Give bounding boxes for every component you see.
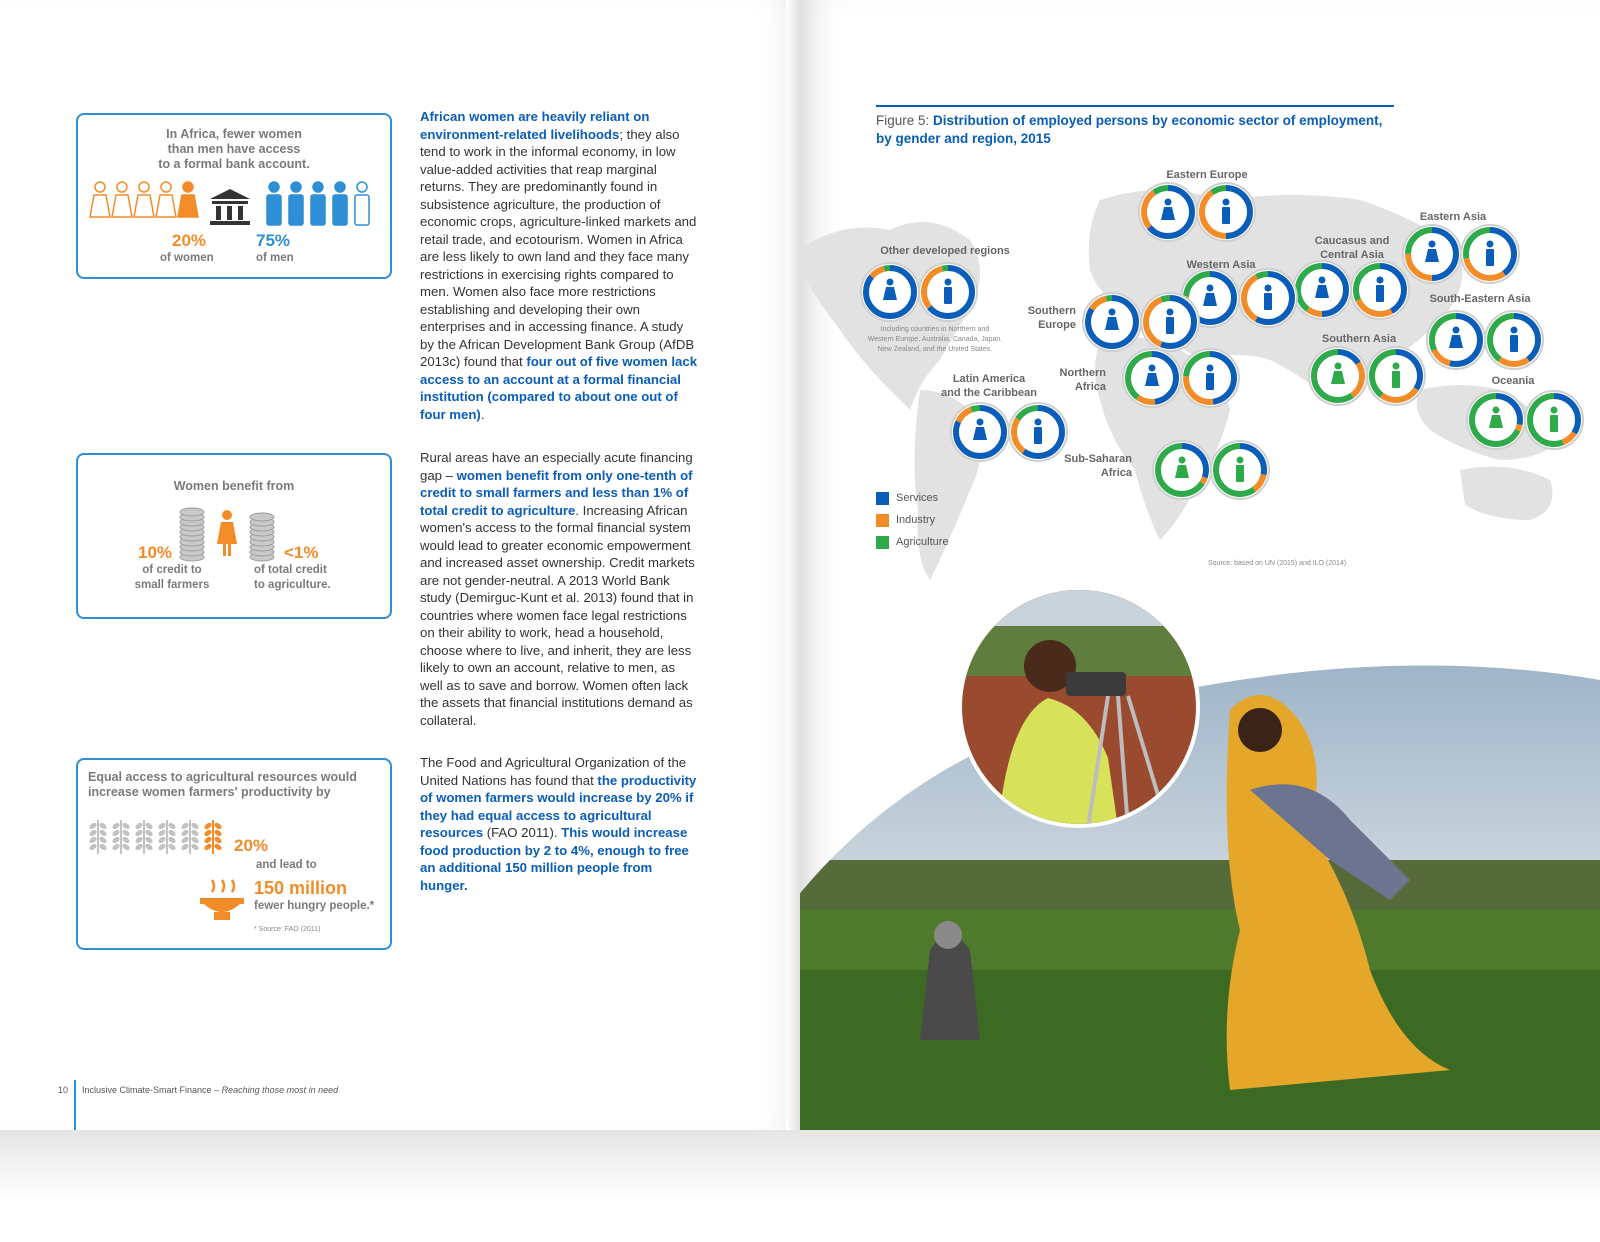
hungry-caption: fewer hungry people.* [254,900,375,912]
man-icon [1264,285,1272,311]
figure-title: Figure 5: Distribution of employed persons by economic sector of employment, by gender and region, 2015 [876,113,1383,146]
bank-account-infobox [76,113,392,279]
region-donut [1123,349,1181,407]
footer-title: Inclusive Climate-Smart Finance – Reaching those most in need [82,1085,339,1095]
region-label: Other developed regions [880,245,1010,257]
region-donut [1427,311,1485,369]
man-icon [1236,457,1244,483]
bank-icon [210,189,250,225]
region-donut [1239,269,1297,327]
footer-divider [74,1080,76,1130]
figure-note: Including countries in Northern and Western Europe, Australia, Canada, Japan, New Zealand, and the United States. [867,326,1003,353]
infobox-title: In Africa, fewer women than men have access to a formal bank account. [158,127,310,171]
region-label: Eastern Europe [1166,169,1248,181]
legend-agriculture: Agriculture [896,536,949,548]
man-icon [311,182,325,225]
region-donut [1351,261,1409,319]
woman-icon [90,182,110,217]
man-icon [267,182,281,225]
region-donut [1083,293,1141,351]
region-donut [1211,441,1269,499]
region-donut [1197,183,1255,241]
region-donut [1461,225,1519,283]
photo-women-farmers [800,590,1600,1130]
women-caption: of women [160,252,214,264]
left-caption: of credit to small farmers [134,564,210,591]
infobox-title: Equal access to agricultural resources would increase women farmers' productivity by [88,770,357,799]
region-label: Southern Europe [1027,305,1076,331]
wheat-icon [180,820,199,854]
wheat-icon [157,820,176,854]
left-percent: 10% [138,543,173,562]
wheat-icon [203,820,222,854]
man-icon [355,182,369,225]
man-icon [1376,277,1384,303]
paragraph-fao: The Food and Agricultural Organization of the United Nations has found that the productivity of women farmers would increase by 20% if they had equal access to agricultural resources (FAO 2011). This would increase food production by 2 to 4%, enough to free an additional 150 million people from hunger. [420,755,697,893]
right-page [800,0,1600,1130]
region-label: Oceania [1491,375,1535,387]
man-icon [1486,241,1494,267]
region-donut [1153,441,1211,499]
left-page [0,0,800,1130]
woman-icon [134,182,154,217]
region-label: Sub-Saharan Africa [1064,453,1132,479]
man-icon [333,182,347,225]
legend-services: Services [896,492,939,504]
region-donut [951,403,1009,461]
man-icon [944,279,952,305]
man-icon [289,182,303,225]
legend-swatch-agriculture [876,536,889,549]
man-icon [1550,407,1558,433]
man-icon [1166,309,1174,335]
legend-swatch-industry [876,514,889,527]
productivity-infobox [76,758,392,950]
photo-woman-surveyor [958,586,1200,828]
region-label: Northern Africa [1059,367,1106,393]
right-caption: of total credit to agriculture. [254,564,331,591]
wheat-icon [134,820,153,854]
region-label: Latin America and the Caribbean [941,373,1037,399]
men-percent: 75% [256,231,291,250]
women-percent: 20% [172,231,207,250]
region-donut [1525,391,1583,449]
infobox-source: * Source: FAO (2011) [254,926,321,933]
region-donut [1367,347,1425,405]
man-icon [1034,419,1042,445]
woman-icon [112,182,132,217]
infobox-title: Women benefit from [173,479,295,493]
region-donut [1293,261,1351,319]
region-label: South-Eastern Asia [1429,293,1531,305]
coin-stack-icon [250,513,274,561]
wheat-icon [88,820,107,854]
paragraph-livelihoods: African women are heavily reliant on environment-related livelihoods; they also tend to work in the informal economy, in low value-added activities that reap marginal returns. They are predominantly found in subsistence agriculture, the production of economic crops, agriculture-linked markets and retail trade, and ecotourism. Women in Africa are less likely to own land and they face many restrictions in exercising rights compared to men. Women also face more restrictions establishing and developing their own enterprises and in accessing finance. A study by the African Development Bank Group (AfDB 2013c) found that four out of five women lack access to an account at a formal financial institution (compared to about one out of four men). [420,109,698,422]
man-icon [1510,327,1518,353]
region-donut [919,263,977,321]
region-donut [1467,391,1525,449]
page-number: 10 [58,1085,69,1095]
region-label: Caucasus and Central Asia [1314,235,1390,261]
region-donut [1309,347,1367,405]
coin-stacks-icon [178,505,288,565]
man-icon [1392,363,1400,389]
figure-source: Source: based on UN (2015) and ILO (2014) [1208,560,1347,567]
region-label: Western Asia [1186,259,1256,271]
right-percent: <1% [284,543,319,562]
woman-icon [156,182,176,217]
credit-infobox [76,453,392,619]
hungry-number: 150 million [254,878,348,898]
coin-stack-icon [180,508,204,561]
region-label: Eastern Asia [1419,211,1487,223]
lead-caption: and lead to [256,859,317,871]
paragraph-credit-gap: Rural areas have an especially acute financing gap – women benefit from only one-tenth of credit to small farmers and less than 1% of total credit to agriculture. Increasing African women's access to the formal financial system would lead to greater economic empowerment and increased asset ownership. Credit markets are not gender-neutral. A 2013 World Bank study (Demirguc-Kunt et al. 2013) found that in countries where women face legal restrictions on their ability to work, head a household, choose where to live, and inherit, they are less likely to own an account, relative to men, as well as to save and borrow. Women often lack the assets that financial institutions demand as collateral. [420,450,695,728]
region-label: Southern Asia [1321,333,1397,345]
region-donut [1141,293,1199,351]
wheat-icons [88,814,228,858]
man-icon [1206,365,1214,391]
productivity-percent: 20% [234,836,269,855]
woman-icon [217,510,237,556]
legend-industry: Industry [896,514,936,526]
region-donut [1139,183,1197,241]
region-donut [1485,311,1543,369]
legend-swatch-services [876,492,889,505]
wheat-icon [111,820,130,854]
region-donut [1181,349,1239,407]
food-bowl-icon [194,872,250,924]
region-donut [861,263,919,321]
woman-icon [178,182,198,217]
men-caption: of men [256,252,294,264]
people-bank-icons [88,181,378,231]
man-icon [1222,199,1230,225]
